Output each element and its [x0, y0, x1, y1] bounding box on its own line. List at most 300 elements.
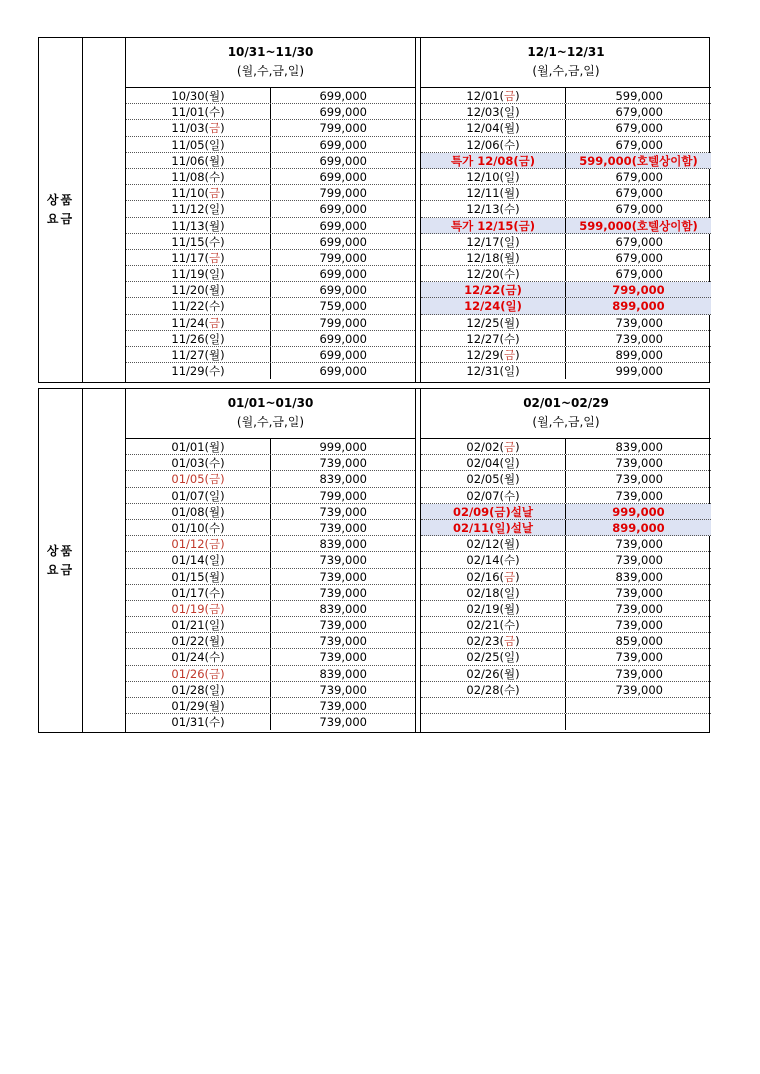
- date-cell: [421, 169, 566, 184]
- price-row: [126, 666, 415, 682]
- date-text: 11/27(: [171, 348, 210, 362]
- price-row: [421, 282, 711, 298]
- date-cell: [126, 455, 271, 470]
- close-paren: ): [515, 553, 520, 568]
- weekday-text: 수: [504, 682, 516, 697]
- block-title: 01/01~01/30: [227, 396, 314, 410]
- price-row: [126, 455, 415, 471]
- price-cell: [271, 439, 415, 454]
- block-subtitle: (월,수,금,일): [532, 415, 600, 429]
- price-text: 739,000: [319, 650, 367, 665]
- price-cell: [271, 153, 415, 168]
- date-cell: [421, 298, 566, 313]
- date-cell: [421, 120, 566, 135]
- date-cell: [126, 569, 271, 584]
- price-cell: [271, 698, 415, 713]
- price-cell: [566, 504, 711, 519]
- weekday-text: 일: [209, 618, 221, 633]
- weekday-text: 수: [209, 364, 221, 379]
- date-text: 01/21(: [171, 618, 210, 633]
- price-row: [421, 714, 711, 730]
- close-paren: ): [220, 169, 225, 184]
- price-text: 739,000: [615, 601, 663, 616]
- date-cell: [421, 153, 566, 168]
- price-cell: [271, 347, 415, 362]
- close-paren: ): [515, 472, 520, 487]
- price-text: 999,000: [319, 440, 367, 454]
- weekday-text: 수: [209, 520, 221, 535]
- date-cell: [421, 488, 566, 503]
- price-row: [126, 698, 415, 714]
- weekday-text: 일: [209, 331, 221, 346]
- date-cell: [421, 201, 566, 216]
- price-cell: [271, 714, 415, 730]
- block-title: 12/1~12/31: [527, 45, 605, 59]
- weekday-text: 수: [504, 137, 516, 152]
- date-text: 11/06(: [171, 153, 210, 168]
- weekday-text: 금: [209, 315, 221, 330]
- price-row: [421, 153, 711, 169]
- price-text: 699,000: [319, 364, 367, 379]
- price-cell: [271, 185, 415, 200]
- date-cell: [421, 649, 566, 664]
- price-text: 699,000: [319, 169, 367, 184]
- date-cell: [421, 88, 566, 103]
- special-date-text: 12/22(금): [464, 283, 522, 298]
- date-cell: [126, 218, 271, 233]
- weekday-text: 월: [209, 89, 221, 103]
- price-text: 799,000: [319, 250, 367, 265]
- date-text: 11/10(: [171, 186, 210, 201]
- price-text: 739,000: [319, 699, 367, 713]
- price-row: [126, 250, 415, 266]
- date-cell: [126, 504, 271, 519]
- price-cell: [566, 569, 711, 584]
- date-cell: [126, 201, 271, 216]
- price-cell: [566, 552, 711, 567]
- date-text: 11/05(: [171, 137, 210, 152]
- price-row: [421, 488, 711, 504]
- date-cell: [421, 633, 566, 648]
- price-text: 799,000: [319, 315, 367, 330]
- price-text: 739,000: [615, 315, 663, 330]
- date-cell: [421, 185, 566, 200]
- price-cell: [271, 601, 415, 616]
- weekday-text: 월: [504, 537, 516, 552]
- date-cell: [126, 520, 271, 535]
- weekday-text: 일: [209, 137, 221, 152]
- date-cell: [421, 617, 566, 632]
- price-text: 859,000: [615, 634, 663, 649]
- weekday-text: 월: [504, 121, 516, 136]
- price-text: 739,000: [615, 331, 663, 346]
- price-text: 839,000: [319, 472, 367, 487]
- date-cell: [421, 552, 566, 567]
- price-cell: [271, 569, 415, 584]
- price-row: [421, 250, 711, 266]
- price-row: [421, 363, 711, 379]
- price-text: 739,000: [319, 682, 367, 697]
- date-text: 01/03(: [171, 456, 210, 471]
- date-cell: [421, 282, 566, 297]
- price-cell: [566, 633, 711, 648]
- date-text: 01/29(: [171, 699, 210, 713]
- weekday-text: 수: [504, 267, 516, 282]
- close-paren: ): [515, 186, 520, 201]
- block-title: 02/01~02/29: [523, 396, 609, 410]
- date-cell: [126, 120, 271, 135]
- close-paren: ): [515, 89, 520, 103]
- date-text: 12/13(: [466, 202, 505, 217]
- price-text: 799,000: [612, 283, 665, 298]
- weekday-text: 수: [209, 650, 221, 665]
- price-text: 739,000: [319, 456, 367, 471]
- date-text: 11/15(: [171, 234, 210, 249]
- price-row: [421, 504, 711, 520]
- date-cell: [421, 698, 566, 713]
- date-text: 02/04(: [466, 456, 505, 471]
- date-text: 11/24(: [171, 315, 210, 330]
- price-text: 679,000: [615, 267, 663, 282]
- close-paren: ): [220, 250, 225, 265]
- price-cell: [271, 88, 415, 103]
- date-text: 12/10(: [466, 169, 505, 184]
- close-paren: ): [220, 650, 225, 665]
- price-text: 999,000: [612, 504, 665, 519]
- price-text: 739,000: [319, 569, 367, 584]
- close-paren: ): [515, 121, 520, 136]
- price-row: [126, 120, 415, 136]
- date-text: 02/02(: [466, 440, 505, 454]
- price-cell: [271, 649, 415, 664]
- price-text: 839,000: [319, 601, 367, 616]
- date-cell: [126, 439, 271, 454]
- close-paren: ): [515, 601, 520, 616]
- price-row: [126, 266, 415, 282]
- date-cell: [126, 153, 271, 168]
- price-text: 739,000: [615, 488, 663, 503]
- price-row: [126, 88, 415, 104]
- block-subtitle: (월,수,금,일): [236, 64, 305, 78]
- date-text: 12/31(: [466, 364, 505, 379]
- weekday-text: 일: [209, 553, 221, 568]
- close-paren: ): [220, 472, 225, 487]
- price-text: 739,000: [615, 553, 663, 568]
- price-row: [421, 120, 711, 136]
- price-row: [421, 88, 711, 104]
- price-cell: [271, 201, 415, 216]
- weekday-text: 금: [209, 601, 221, 616]
- close-paren: ): [515, 650, 520, 665]
- date-cell: [421, 250, 566, 265]
- weekday-text: 월: [209, 569, 221, 584]
- price-text: 899,000: [612, 520, 665, 535]
- close-paren: ): [515, 202, 520, 217]
- special-date-text: 특가 12/08(금): [450, 153, 536, 168]
- close-paren: ): [515, 169, 520, 184]
- price-text: 699,000: [319, 105, 367, 120]
- weekday-text: 월: [209, 504, 221, 519]
- price-cell: [566, 520, 711, 535]
- close-paren: ): [515, 488, 520, 503]
- date-cell: [421, 682, 566, 697]
- weekday-text: 수: [504, 202, 516, 217]
- price-text: 739,000: [615, 618, 663, 633]
- close-paren: ): [515, 137, 520, 152]
- special-date-text: 02/11(일)설날: [452, 520, 534, 535]
- date-text: 11/13(: [171, 218, 210, 233]
- date-text: 02/23(: [466, 634, 505, 649]
- close-paren: ): [220, 569, 225, 584]
- price-row: [421, 439, 711, 455]
- price-row: [421, 266, 711, 282]
- price-row: [421, 698, 711, 714]
- weekday-text: 금: [209, 537, 221, 552]
- special-date-text: 02/09(금)설날: [452, 504, 534, 519]
- weekday-text: 금: [209, 250, 221, 265]
- date-cell: [126, 266, 271, 281]
- price-text: 739,000: [615, 456, 663, 471]
- weekday-text: 일: [504, 650, 516, 665]
- price-cell: [566, 714, 711, 730]
- weekday-text: 수: [504, 553, 516, 568]
- close-paren: ): [515, 569, 520, 584]
- price-row: [126, 649, 415, 665]
- price-cell: [271, 315, 415, 330]
- close-paren: ): [220, 553, 225, 568]
- close-paren: ): [515, 267, 520, 282]
- date-text: 02/12(: [466, 537, 505, 552]
- price-row: [126, 137, 415, 153]
- weekday-text: 금: [209, 666, 221, 681]
- price-cell: [566, 120, 711, 135]
- price-cell: [271, 585, 415, 600]
- weekday-text: 금: [504, 569, 516, 584]
- price-row: [421, 666, 711, 682]
- close-paren: ): [220, 89, 225, 103]
- price-text: 679,000: [615, 105, 663, 120]
- date-cell: [421, 218, 566, 233]
- price-row: [126, 569, 415, 585]
- weekday-text: 일: [209, 202, 221, 217]
- price-cell: [566, 585, 711, 600]
- weekday-text: 월: [209, 348, 221, 362]
- weekday-text: 일: [209, 682, 221, 697]
- weekday-text: 수: [209, 585, 221, 600]
- date-cell: [126, 169, 271, 184]
- price-row: [421, 218, 711, 234]
- price-text: 599,000(호텔상이함): [579, 218, 698, 233]
- date-text: 01/17(: [171, 585, 210, 600]
- date-cell: [421, 347, 566, 362]
- date-cell: [126, 649, 271, 664]
- date-cell: [126, 104, 271, 119]
- weekday-text: 월: [504, 186, 516, 201]
- price-cell: [271, 218, 415, 233]
- price-row: [126, 439, 415, 455]
- price-text: 699,000: [319, 137, 367, 152]
- price-text: 739,000: [319, 634, 367, 649]
- date-cell: [421, 104, 566, 119]
- date-text: 12/25(: [466, 315, 505, 330]
- date-cell: [126, 88, 271, 103]
- date-cell: [126, 488, 271, 503]
- price-row: [421, 585, 711, 601]
- date-cell: [421, 363, 566, 379]
- date-text: 02/21(: [466, 618, 505, 633]
- price-text: 739,000: [615, 682, 663, 697]
- price-text: 799,000: [319, 121, 367, 136]
- price-text: 699,000: [319, 267, 367, 282]
- price-cell: [271, 282, 415, 297]
- date-text: 12/27(: [466, 331, 505, 346]
- close-paren: ): [220, 634, 225, 649]
- price-row: [126, 282, 415, 298]
- date-text: 01/26(: [171, 666, 210, 681]
- price-cell: [566, 234, 711, 249]
- block-header: [126, 38, 415, 88]
- date-text: 02/19(: [466, 601, 505, 616]
- price-cell: [271, 120, 415, 135]
- price-row: [421, 234, 711, 250]
- date-cell: [126, 363, 271, 379]
- date-cell: [421, 315, 566, 330]
- date-cell: [126, 331, 271, 346]
- price-cell: [271, 104, 415, 119]
- price-text: 699,000: [319, 283, 367, 298]
- date-cell: [126, 682, 271, 697]
- date-cell: [421, 585, 566, 600]
- price-cell: [566, 439, 711, 454]
- price-cell: [271, 536, 415, 551]
- price-text: 679,000: [615, 234, 663, 249]
- price-text: 699,000: [319, 202, 367, 217]
- price-row: [421, 601, 711, 617]
- date-cell: [126, 185, 271, 200]
- block-header: [126, 389, 415, 439]
- price-text: 699,000: [319, 153, 367, 168]
- weekday-text: 일: [209, 488, 221, 503]
- date-text: 12/04(: [466, 121, 505, 136]
- price-row: [126, 104, 415, 120]
- price-row: [421, 633, 711, 649]
- date-text: 12/18(: [466, 250, 505, 265]
- close-paren: ): [515, 105, 520, 120]
- price-cell: [566, 331, 711, 346]
- close-paren: ): [220, 537, 225, 552]
- price-cell: [271, 363, 415, 379]
- date-text: 11/29(: [171, 364, 210, 379]
- price-row: [126, 201, 415, 217]
- close-paren: ): [220, 299, 225, 314]
- price-row: [126, 185, 415, 201]
- price-text: 839,000: [319, 537, 367, 552]
- price-row: [421, 569, 711, 585]
- weekday-text: 월: [504, 250, 516, 265]
- price-cell: [566, 488, 711, 503]
- date-text: 12/20(: [466, 267, 505, 282]
- weekday-text: 월: [209, 440, 221, 454]
- price-cell: [271, 552, 415, 567]
- price-cell: [566, 153, 711, 168]
- price-row: [126, 617, 415, 633]
- block-subtitle: (월,수,금,일): [532, 64, 600, 78]
- weekday-text: 월: [504, 315, 516, 330]
- date-cell: [126, 315, 271, 330]
- close-paren: ): [515, 682, 520, 697]
- price-cell: [271, 266, 415, 281]
- weekday-text: 일: [504, 364, 516, 379]
- weekday-text: 수: [209, 169, 221, 184]
- price-text: 699,000: [319, 234, 367, 249]
- price-text: 739,000: [319, 715, 367, 730]
- price-text: 799,000: [319, 488, 367, 503]
- close-paren: ): [515, 456, 520, 471]
- price-cell: [566, 298, 711, 313]
- price-row: [126, 363, 415, 379]
- price-row: [126, 298, 415, 314]
- close-paren: ): [220, 267, 225, 282]
- date-cell: [421, 266, 566, 281]
- weekday-text: 금: [209, 121, 221, 136]
- price-row: [126, 471, 415, 487]
- date-text: 01/14(: [171, 553, 210, 568]
- price-cell: [566, 88, 711, 103]
- date-cell: [421, 666, 566, 681]
- pricing-section-2: [38, 388, 710, 733]
- date-text: 02/14(: [466, 553, 505, 568]
- close-paren: ): [220, 348, 225, 362]
- date-text: 01/22(: [171, 634, 210, 649]
- weekday-text: 금: [504, 89, 516, 103]
- special-date-text: 특가 12/15(금): [450, 218, 536, 233]
- price-row: [421, 552, 711, 568]
- price-text: 599,000: [615, 89, 663, 103]
- price-row: [421, 169, 711, 185]
- price-text: 699,000: [319, 89, 367, 103]
- price-cell: [271, 471, 415, 486]
- date-text: 01/19(: [171, 601, 210, 616]
- price-row: [126, 315, 415, 331]
- price-text: 839,000: [615, 440, 663, 454]
- weekday-text: 월: [504, 601, 516, 616]
- close-paren: ): [220, 153, 225, 168]
- price-text: 899,000: [612, 299, 665, 314]
- weekday-text: 월: [209, 634, 221, 649]
- close-paren: ): [515, 634, 520, 649]
- weekday-text: 금: [209, 186, 221, 201]
- close-paren: ): [220, 504, 225, 519]
- date-text: 01/31(: [171, 715, 210, 730]
- price-row: [421, 104, 711, 120]
- date-cell: [126, 234, 271, 249]
- date-text: 01/08(: [171, 504, 210, 519]
- date-text: 11/01(: [171, 105, 210, 120]
- price-cell: [566, 698, 711, 713]
- price-cell: [566, 137, 711, 152]
- date-cell: [126, 698, 271, 713]
- price-cell: [566, 363, 711, 379]
- date-text: 02/28(: [466, 682, 505, 697]
- date-text: 11/19(: [171, 267, 210, 282]
- date-text: 12/01(: [466, 89, 505, 103]
- close-paren: ): [220, 186, 225, 201]
- price-text: 739,000: [319, 520, 367, 535]
- price-cell: [271, 455, 415, 470]
- weekday-text: 금: [504, 634, 516, 649]
- price-text: 679,000: [615, 121, 663, 136]
- price-cell: [271, 666, 415, 681]
